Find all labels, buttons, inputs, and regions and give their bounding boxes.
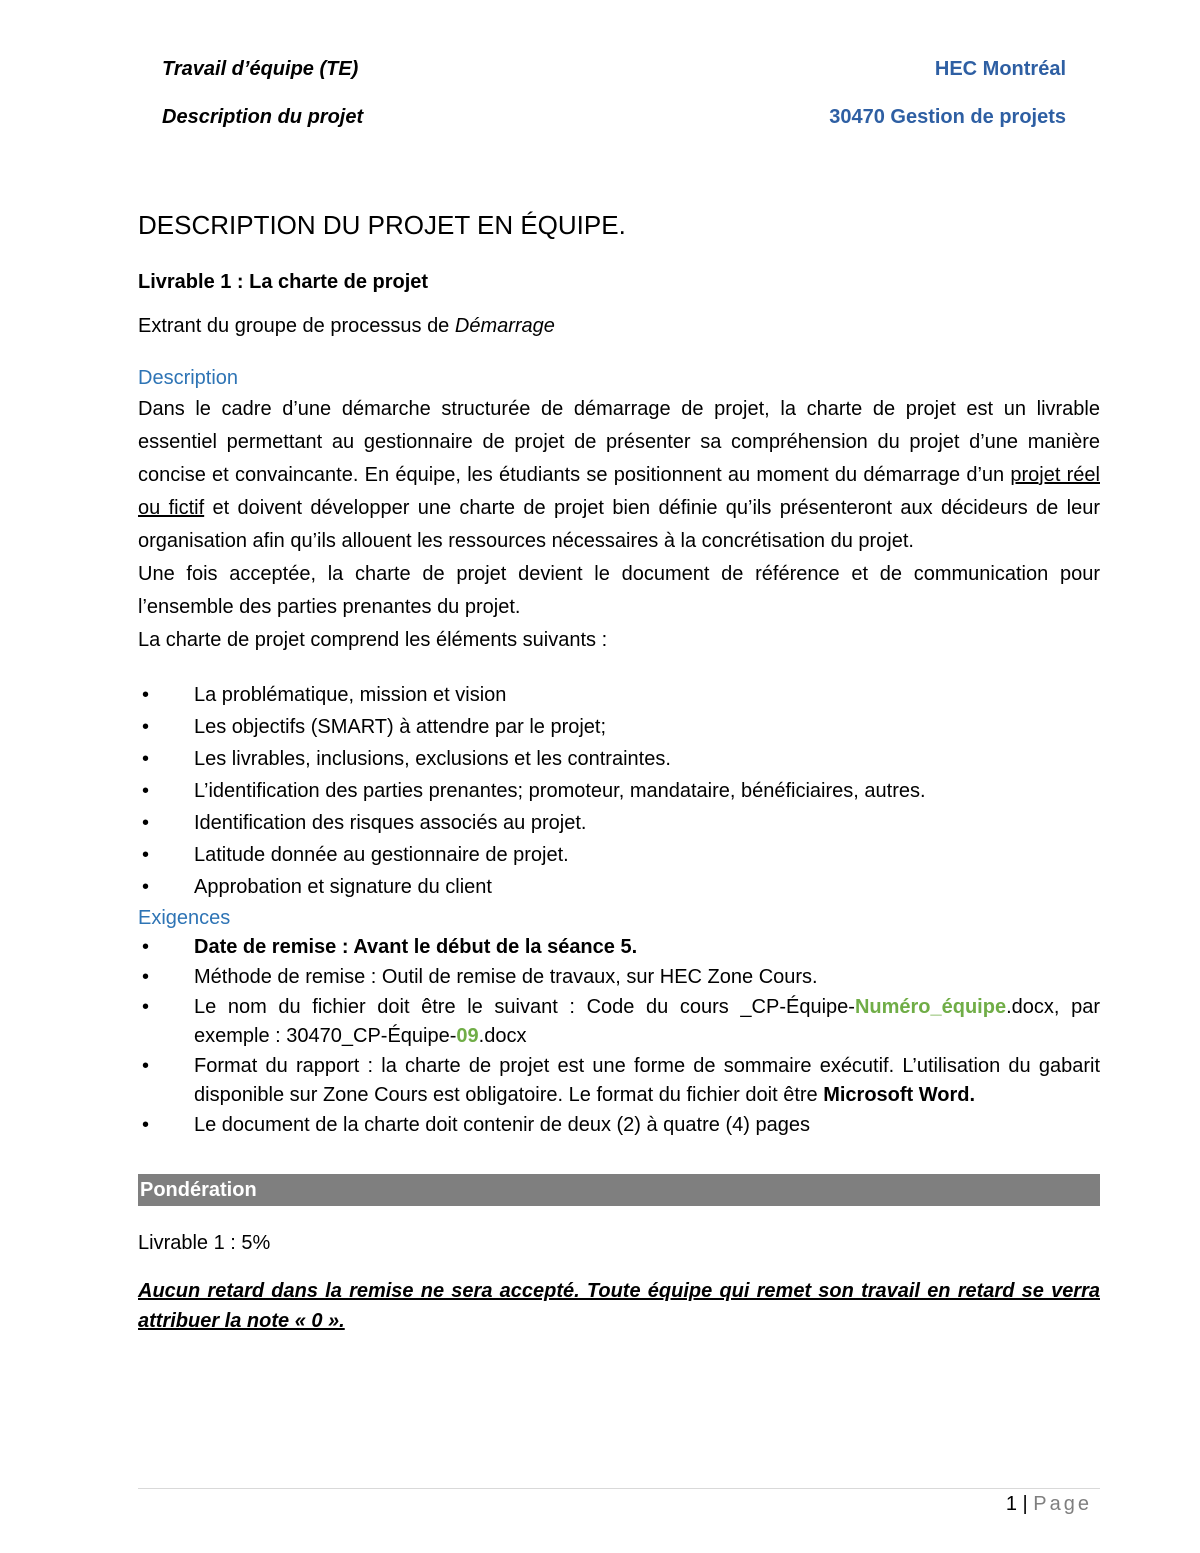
file-format-text: Microsoft Word.: [823, 1084, 976, 1106]
text-run: Dans le cadre d’une démarche structurée de démarrage de projet, la charte de projet est un livrable essentiel permettant au gestionnaire de projet de présenter sa compréhension du projet d’une manière concise et convaincante. En équipe, les étudiants se positionnent au moment du démarrage d’un: [138, 398, 1100, 486]
list-item-text: Les objectifs (SMART) à attendre par le projet;: [194, 716, 607, 738]
bullet-icon: •: [142, 684, 150, 706]
list-item-text: L’identification des parties prenantes; promoteur, mandataire, bénéficiaires, autres.: [194, 780, 926, 802]
bullet-icon: •: [142, 996, 150, 1018]
list-item: [138, 871, 1100, 903]
list-item: [138, 679, 1100, 711]
list-item: [138, 807, 1100, 839]
text-run: .docx, par exemple : 30470_CP-Équipe-: [194, 996, 1100, 1047]
list-item: [138, 711, 1100, 743]
page-footer: [1006, 1493, 1092, 1516]
list-item: [138, 743, 1100, 775]
list-item-text: Le document de la charte doit contenir de deux (2) à quatre (4) pages: [194, 1114, 810, 1136]
list-item: [138, 1111, 1100, 1140]
extrant-line: [138, 311, 1100, 341]
bullet-icon: •: [142, 876, 150, 898]
extrant-phase: Démarrage: [454, 315, 555, 337]
bullet-icon: •: [142, 966, 150, 988]
exigences-heading: Exigences: [138, 907, 231, 929]
ponderation-heading-bar: Pondération: [138, 1174, 1100, 1206]
list-item: [138, 1052, 1100, 1110]
bullet-icon: •: [142, 1055, 150, 1077]
deliverable-title: Livrable 1 : La charte de projet: [138, 271, 429, 293]
extrant-prefix: Extrant du groupe de processus de: [138, 315, 455, 337]
footer-divider: [138, 1488, 1100, 1489]
charter-elements-list: [138, 679, 1100, 903]
list-item-text: Latitude donnée au gestionnaire de projet.: [194, 844, 569, 866]
underlined-text: projet réel: [1010, 464, 1100, 486]
list-item: [138, 963, 1100, 992]
list-item: [138, 933, 1100, 962]
text-run: et doivent développer une charte de projet bien définie qu’ils présenteront aux décideurs de leur organisation afin qu’ils allouent les ressources nécessaires à la concrétisation du projet.: [138, 497, 1100, 552]
late-policy-warning: Aucun retard dans la remise ne sera accepté. Toute équipe qui remet son travail en retard se verra attribuer la note « 0 ».: [138, 1280, 1100, 1332]
list-item-text: Méthode de remise : Outil de remise de travaux, sur HEC Zone Cours.: [194, 966, 818, 988]
header-school: HEC Montréal: [934, 58, 1066, 80]
header-course-name: 30470 Gestion de projets: [829, 106, 1066, 128]
header-course-type: Travail d’équipe (TE): [162, 58, 359, 80]
list-item-text: Les livrables, inclusions, exclusions et les contraintes.: [194, 748, 671, 770]
requirements-list: [138, 933, 1100, 1140]
description-paragraph-1: [138, 393, 1100, 558]
list-item-text: La problématique, mission et vision: [194, 684, 507, 706]
page-title: DESCRIPTION DU PROJET EN ÉQUIPE.: [138, 210, 626, 240]
list-item: [138, 839, 1100, 871]
bullet-icon: •: [142, 936, 150, 958]
text-run: Le nom du fichier doit être le suivant : Code du cours _CP-Équipe-: [194, 996, 855, 1018]
list-item-text: Approbation et signature du client: [194, 876, 492, 898]
page-number: 1: [1005, 1493, 1017, 1515]
bullet-icon: •: [142, 780, 150, 802]
list-item-text: Identification des risques associés au projet.: [194, 812, 587, 834]
bullet-icon: •: [142, 716, 150, 738]
text-run: Format du rapport : la charte de projet est une forme de sommaire exécutif. L’utilisation du gabarit disponible sur Zone Cours est obligatoire. Le format du fichier doit être: [194, 1055, 1100, 1106]
list-item: [138, 993, 1100, 1051]
bullet-icon: •: [142, 844, 150, 866]
team-number-placeholder: Numéro_équipe: [854, 996, 1007, 1018]
list-item: [138, 775, 1100, 807]
footer-separator: |: [1016, 1493, 1034, 1515]
bullet-icon: •: [142, 748, 150, 770]
page-label: Page: [1033, 1493, 1092, 1515]
underlined-text: ou fictif: [138, 497, 205, 519]
text-run: .docx: [478, 1025, 527, 1047]
ponderation-value: Livrable 1 : 5%: [138, 1232, 271, 1254]
bullet-icon: •: [142, 1114, 150, 1136]
due-date-text: Date de remise : Avant le début de la séance 5.: [194, 936, 638, 958]
team-number-example: 09: [456, 1025, 479, 1047]
bullet-icon: •: [142, 812, 150, 834]
description-paragraph-2: Une fois acceptée, la charte de projet devient le document de référence et de communication pour l’ensemble des parties prenantes du projet.: [138, 563, 1100, 618]
document-body: [138, 205, 1100, 1336]
description-paragraph-3: La charte de projet comprend les éléments suivants :: [138, 629, 608, 651]
description-heading: Description: [138, 367, 239, 389]
header-doc-title: Description du projet: [162, 106, 364, 128]
